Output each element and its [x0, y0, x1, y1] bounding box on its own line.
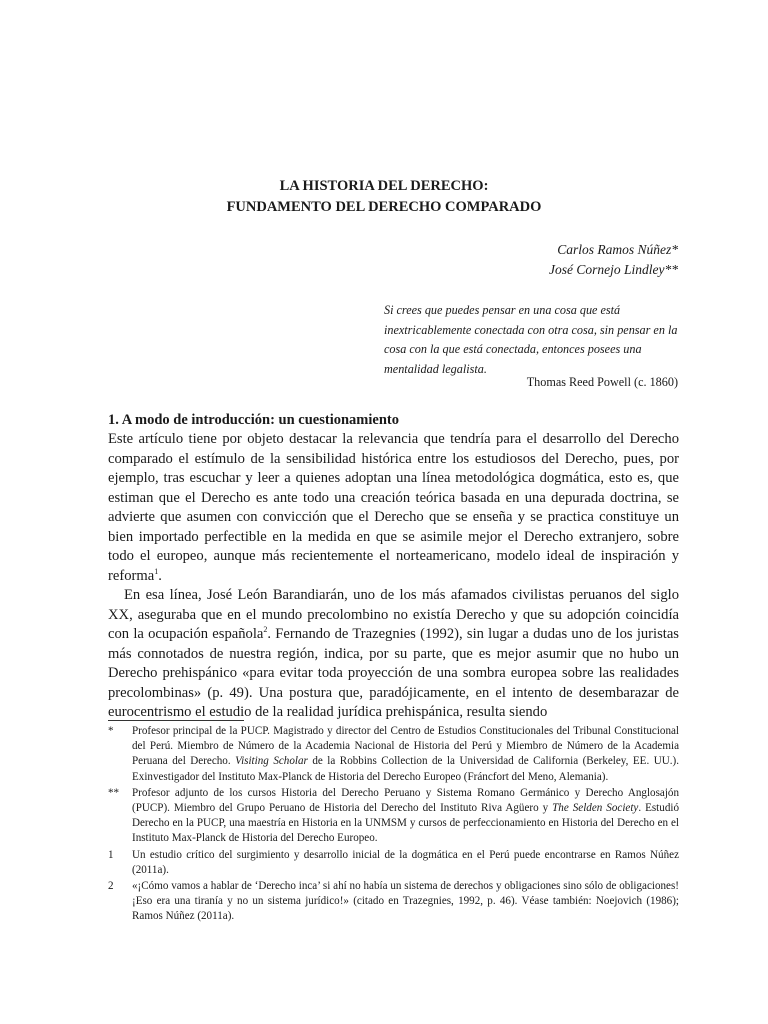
paragraph-1-text: Este artículo tiene por objeto destacar la relevancia que tendría para el desarrollo del Derecho comparado el estímulo de la sensibilidad histórica entre los estudiosos del Derecho, pues, por ejemplo, tras escuchar y leer a quienes adoptan una línea metodológica dogmática, esto es, que estiman que el Derecho es ante todo una creación teórica basada en una depurada doctrina, se advierte que asumen con convicción que el Derecho que se enseña y se practica constituye un bien importado perfectible en la medida en que se asimile mejor el Derecho extranjero, sobre todo el europeo, aunque más recientemente el norteamericano, modelo ideal de inspiración y reforma	[108, 431, 679, 584]
footnote-italic: The Selden Society	[552, 802, 639, 815]
title-line-2: FUNDAMENTO DEL DERECHO COMPARADO	[226, 199, 542, 215]
author-1: Carlos Ramos Núñez*	[557, 242, 678, 257]
paragraph-2-text-a: En esa línea, José León Barandiarán, uno de los más afamados civilistas peruanos del siglo XX, aseguraba que en el mundo precolombino no existía Derecho y que su adopción coincidía con la ocupación española	[108, 587, 679, 642]
article-title	[0, 176, 768, 218]
body-text	[108, 430, 679, 723]
footnotes	[108, 724, 679, 926]
footnote-ref-2: 2	[263, 625, 268, 635]
footnote-item	[108, 848, 679, 878]
section-heading: 1. A modo de introducción: un cuestionamiento	[108, 412, 399, 428]
footnote-item	[108, 786, 679, 847]
author-list	[549, 240, 678, 280]
paragraph-1	[108, 430, 679, 586]
footnote-text	[132, 786, 679, 847]
paragraph-2	[108, 586, 679, 723]
footnote-mark: 2	[108, 880, 114, 893]
footnote-ref-1: 1	[154, 566, 159, 576]
epigraph-attribution: Thomas Reed Powell (c. 1860)	[526, 375, 678, 389]
paragraph-1-end: .	[158, 567, 162, 584]
paragraph-2-text-b: . Fernando de Trazegnies (1992), sin lugar a dudas uno de los juristas más connotados de nuestra región, indica, por su parte, que es mejor asumir que no hubo un Derecho prehispánico «para evitar toda proyección de una sombra europea sobre las realidades precolombinas» (p. 49). Una postura que, paradójicamente, en el intento de desembarazar de eurocentrismo el estudio de la realidad jurídica prehispánica, resulta siendo	[108, 626, 679, 720]
footnote-item	[108, 879, 679, 925]
footnote-item	[108, 724, 679, 785]
footnote-mark: 1	[108, 848, 114, 861]
title-line-1: LA HISTORIA DEL DERECHO:	[279, 178, 489, 194]
author-2: José Cornejo Lindley**	[549, 262, 678, 277]
footnote-text: «¡Cómo vamos a hablar de ‘Derecho inca’ si ahí no había un sistema de derechos y obligaciones sino sólo de obligaciones! ¡Eso era una tiranía y no un sistema jurídico!» (citado en Trazegnies, 1992, p. 46). Véase también: Noejovich (1986); Ramos Núñez (2011a).	[132, 880, 679, 923]
footnote-mark: *	[108, 725, 114, 737]
footnote-italic: Visiting Scholar	[235, 755, 308, 768]
footnote-text-b: . Estudió Derecho en la PUCP, una maestría en Historia en la UNMSM y cursos de perfeccionamiento en Historia del Derecho en el Instituto Max-Planck de Historia del Derecho Europeo.	[132, 802, 679, 845]
footnote-text-a: Profesor adjunto de los cursos Historia del Derecho Peruano y Sistema Romano Germánico y Derecho Anglosajón (PUCP). Miembro del Grupo Peruano de Historia del Derecho del Instituto Riva Agüero y	[132, 786, 679, 815]
footnote-text-b: de la Robbins Collection de la Universidad de California (Berkeley, EE. UU.). Exinvestigador del Instituto Max-Planck de Historia del Derecho Europeo (Fráncfort del Meno, Alemania).	[132, 755, 679, 783]
footnote-text-a: Profesor principal de la PUCP. Magistrado y director del Centro de Estudios Constitucionales del Tribunal Constitucional del Perú. Miembro de Número de la Academia Nacional de Historia del Perú y Miembro de Número de la Academia Peruana del Derecho.	[132, 725, 679, 768]
footnote-divider	[108, 720, 244, 721]
footnote-mark: **	[108, 786, 120, 799]
footnote-text	[132, 724, 679, 785]
epigraph-quote: Si crees que puedes pensar en una cosa que está inextricablemente conectada con otra cosa, sin pensar en la cosa con la que está conectada, entonces posees una mentalidad legalista.	[384, 303, 678, 376]
footnote-text: Un estudio crítico del surgimiento y desarrollo inicial de la dogmática en el Perú puede encontrarse en Ramos Núñez (2011a).	[132, 848, 679, 876]
